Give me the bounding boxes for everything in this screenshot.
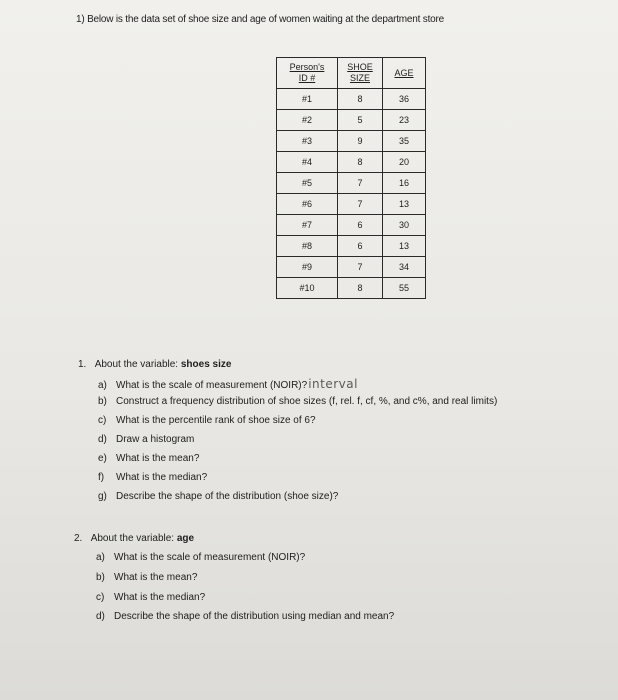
- item-text: What is the median?: [114, 592, 206, 603]
- cell-age: 13: [383, 236, 426, 257]
- question-1-number: 1.: [78, 359, 87, 370]
- cell-age: 36: [383, 89, 426, 110]
- cell-age: 55: [383, 278, 426, 299]
- question-2-item-c: [96, 592, 205, 603]
- item-text: Construct a frequency distribution of shoe sizes (f, rel. f, cf, %, and c%, and real limits): [116, 396, 498, 407]
- question-1-item-e: [98, 453, 199, 464]
- cell-person-id: #6: [277, 194, 338, 215]
- cell-shoe-size: 8: [338, 152, 383, 173]
- cell-age: 20: [383, 152, 426, 173]
- cell-shoe-size: 7: [338, 194, 383, 215]
- problem-heading: 1) Below is the data set of shoe size and age of women waiting at the department store: [76, 14, 445, 25]
- item-letter: e): [98, 453, 107, 464]
- question-1-variable: shoes size: [180, 359, 232, 370]
- table-row: [277, 89, 426, 110]
- item-text: What is the mean?: [114, 572, 198, 583]
- question-1-item-b: [98, 396, 497, 407]
- question-1-item-f: [98, 472, 207, 483]
- item-letter: c): [98, 415, 107, 426]
- header-person-id-line2: ID #: [298, 73, 316, 83]
- question-2-heading: [74, 533, 194, 544]
- cell-shoe-size: 8: [338, 278, 383, 299]
- item-text: What is the scale of measurement (NOIR)?: [114, 552, 306, 563]
- item-text: What is the percentile rank of shoe size of 6?: [116, 415, 316, 426]
- question-2-item-d: [96, 611, 394, 622]
- item-letter: c): [96, 592, 105, 603]
- cell-person-id: #9: [277, 257, 338, 278]
- cell-shoe-size: 7: [338, 257, 383, 278]
- question-1-item-c: [98, 415, 316, 426]
- question-2-number: 2.: [74, 533, 83, 544]
- header-person-id: [277, 58, 338, 89]
- cell-shoe-size: 7: [338, 173, 383, 194]
- item-text: What is the median?: [116, 472, 208, 483]
- item-letter: d): [96, 611, 105, 622]
- item-text: What is the mean?: [116, 453, 200, 464]
- cell-shoe-size: 6: [338, 236, 383, 257]
- item-text: Describe the shape of the distribution using median and mean?: [114, 611, 395, 622]
- table-row: [277, 257, 426, 278]
- cell-age: 35: [383, 131, 426, 152]
- table-row: [277, 236, 426, 257]
- question-2-prefix: About the variable:: [90, 533, 177, 544]
- item-letter: b): [98, 396, 107, 407]
- cell-age: 16: [383, 173, 426, 194]
- cell-shoe-size: 5: [338, 110, 383, 131]
- header-age: [383, 58, 426, 89]
- item-letter: b): [96, 572, 105, 583]
- header-shoe-size-line1: SHOE: [347, 62, 373, 72]
- header-person-id-line1: Person's: [289, 62, 325, 72]
- header-age-line1: AGE: [394, 67, 414, 78]
- cell-person-id: #5: [277, 173, 338, 194]
- item-text: What is the scale of measurement (NOIR)?: [116, 380, 308, 391]
- table-header-row: [277, 58, 426, 89]
- cell-person-id: #7: [277, 215, 338, 236]
- question-2-variable: age: [176, 533, 195, 544]
- handwritten-answer: interval: [308, 377, 358, 391]
- header-shoe-size: [338, 58, 383, 89]
- question-1-item-d: [98, 434, 194, 445]
- cell-person-id: #3: [277, 131, 338, 152]
- question-2-item-b: [96, 572, 197, 583]
- question-1-item-g: [98, 491, 338, 502]
- table-row: [277, 194, 426, 215]
- item-letter: a): [98, 380, 107, 391]
- cell-shoe-size: 8: [338, 89, 383, 110]
- cell-person-id: #4: [277, 152, 338, 173]
- table-row: [277, 215, 426, 236]
- cell-age: 13: [383, 194, 426, 215]
- table-row: [277, 278, 426, 299]
- table-row: [277, 131, 426, 152]
- cell-person-id: #2: [277, 110, 338, 131]
- item-letter: d): [98, 434, 107, 445]
- cell-shoe-size: 9: [338, 131, 383, 152]
- item-letter: f): [98, 472, 105, 483]
- table-row: [277, 152, 426, 173]
- table-row: [277, 173, 426, 194]
- question-2-item-a: [96, 552, 305, 563]
- item-letter: a): [96, 552, 105, 563]
- question-1-prefix: About the variable:: [94, 359, 181, 370]
- cell-shoe-size: 6: [338, 215, 383, 236]
- item-letter: g): [98, 491, 107, 502]
- cell-person-id: #1: [277, 89, 338, 110]
- cell-age: 34: [383, 257, 426, 278]
- header-shoe-size-line2: SIZE: [349, 73, 370, 83]
- item-text: Describe the shape of the distribution (shoe size)?: [116, 491, 339, 502]
- cell-age: 23: [383, 110, 426, 131]
- cell-person-id: #8: [277, 236, 338, 257]
- data-table: [276, 57, 426, 299]
- question-1-heading: [78, 359, 231, 370]
- question-1-item-a: [98, 377, 358, 391]
- cell-age: 30: [383, 215, 426, 236]
- item-text: Draw a histogram: [116, 434, 195, 445]
- table-row: [277, 110, 426, 131]
- cell-person-id: #10: [277, 278, 338, 299]
